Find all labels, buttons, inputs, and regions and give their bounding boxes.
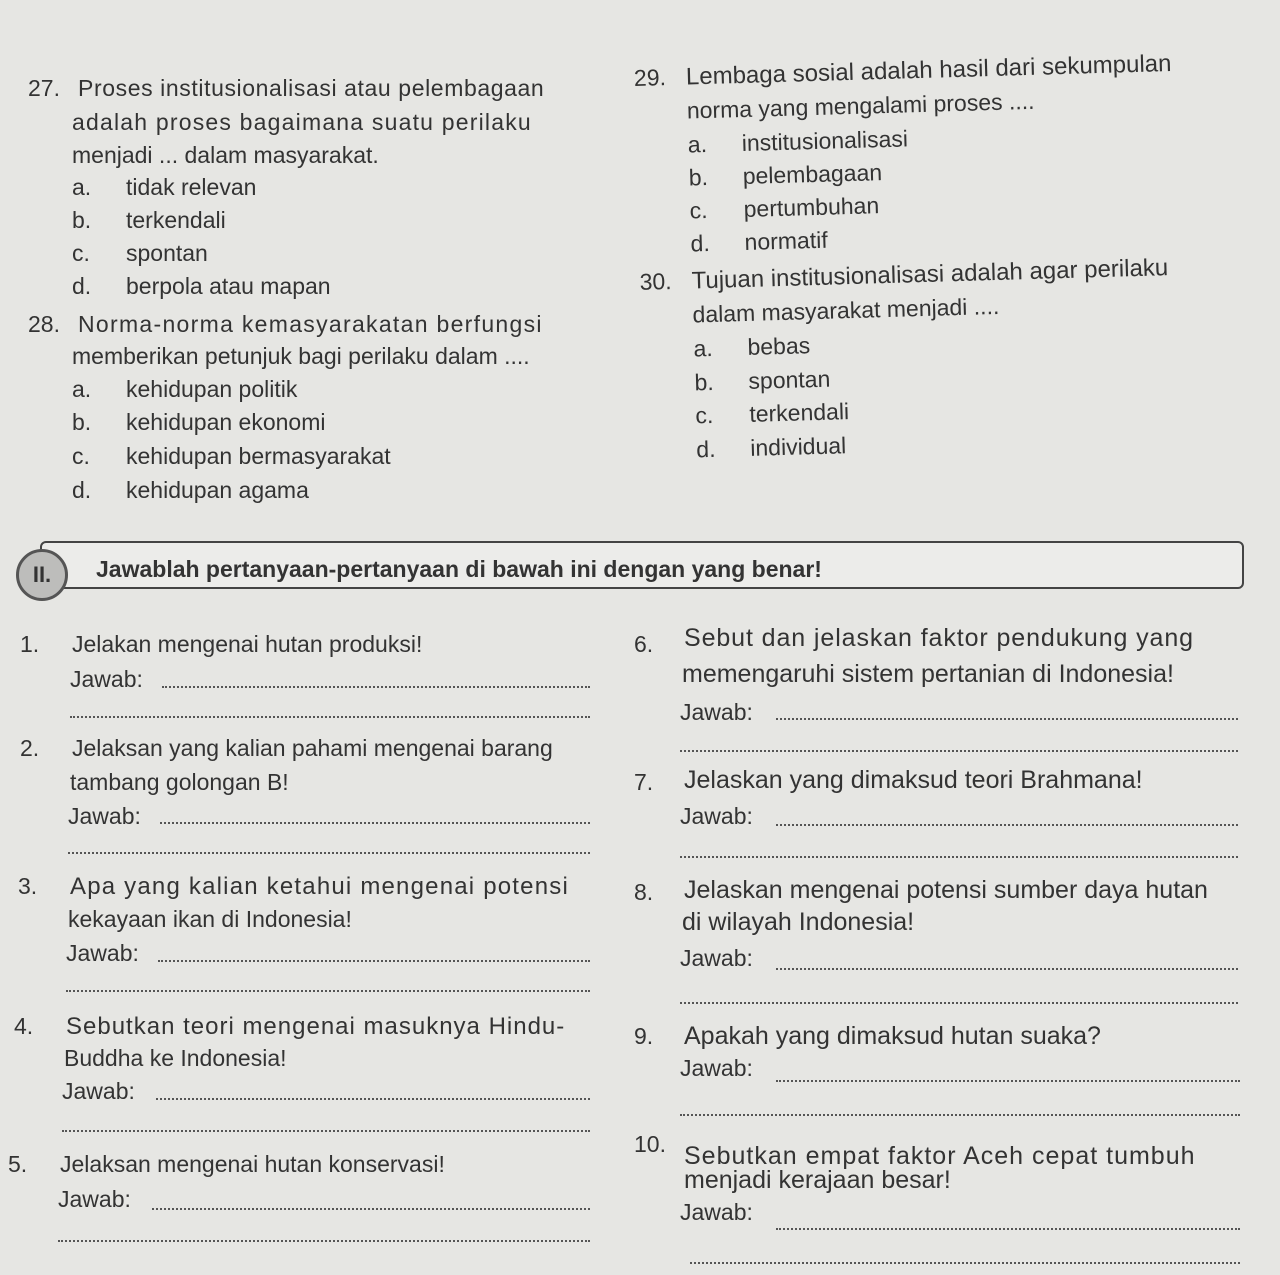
- question-27-option-b: b. terkendali: [72, 207, 226, 233]
- essay-7-answer-line[interactable]: [776, 824, 1238, 826]
- essay-10-line-1: Sebutkan empat faktor Aceh cepat tumbuh: [684, 1142, 1196, 1170]
- question-30-number: 30.: [639, 268, 672, 295]
- question-28-line-1: Norma-norma kemasyarakatan berfungsi: [78, 311, 543, 337]
- essay-8-number: 8.: [634, 879, 654, 905]
- essay-4-answer-line[interactable]: [156, 1098, 590, 1100]
- section-title: Jawablah pertanyaan-pertanyaan di bawah ini dengan yang benar!: [96, 556, 822, 582]
- question-29-line-2: norma yang mengalami proses ....: [686, 87, 1035, 124]
- question-27-option-c: c. spontan: [72, 240, 208, 266]
- essay-8-line-1: Jelaskan mengenai potensi sumber daya hutan: [684, 876, 1208, 904]
- essay-7-answer-line[interactable]: [680, 856, 1238, 858]
- essay-3-answer-line[interactable]: [158, 960, 590, 962]
- essay-8-answer-line[interactable]: [776, 968, 1238, 970]
- essay-1-number: 1.: [20, 631, 40, 657]
- essay-2-number: 2.: [20, 735, 40, 761]
- essay-9-answer-line[interactable]: [680, 1114, 1240, 1116]
- essay-3-line-1: Apa yang kalian ketahui mengenai potensi: [70, 873, 569, 900]
- essay-4-answer-line[interactable]: [62, 1130, 590, 1132]
- question-27-line-2: adalah proses bagaimana suatu perilaku: [72, 109, 532, 135]
- question-29-line-1: Lembaga sosial adalah hasil dari sekumpulan: [685, 49, 1172, 91]
- essay-6-line-2: memengaruhi sistem pertanian di Indonesia!: [682, 660, 1174, 688]
- question-27-line-1: Proses institusionalisasi atau pelembagaan: [78, 75, 545, 101]
- essay-5-answer-line[interactable]: [152, 1208, 590, 1210]
- question-30-option-c: c. terkendali: [695, 398, 850, 429]
- essay-5-answer-label: Jawab:: [58, 1186, 131, 1212]
- essay-5-line-1: Jelaksan mengenai hutan konservasi!: [60, 1151, 445, 1177]
- essay-1-answer-line[interactable]: [70, 716, 590, 718]
- essay-9-line-1: Apakah yang dimaksud hutan suaka?: [684, 1022, 1101, 1050]
- essay-3-answer-line[interactable]: [66, 990, 590, 992]
- section-number-badge: II.: [16, 549, 68, 601]
- essay-3-number: 3.: [18, 873, 38, 899]
- essay-7-line-1: Jelaskan yang dimaksud teori Brahmana!: [684, 766, 1143, 794]
- essay-8-answer-label: Jawab:: [680, 945, 753, 971]
- question-29-option-c: c. pertumbuhan: [689, 192, 880, 224]
- essay-9-answer-label: Jawab:: [680, 1055, 753, 1081]
- question-29-number: 29.: [633, 64, 667, 91]
- question-28-number: 28.: [28, 311, 60, 337]
- question-30-option-d: d. individual: [695, 432, 847, 463]
- essay-6-answer-line[interactable]: [776, 718, 1238, 720]
- essay-9-answer-line[interactable]: [776, 1080, 1240, 1082]
- essay-10-answer-line[interactable]: [776, 1228, 1240, 1230]
- essay-1-line-1: Jelakan mengenai hutan produksi!: [72, 631, 423, 657]
- essay-7-answer-label: Jawab:: [680, 803, 753, 829]
- essay-8-answer-line[interactable]: [680, 1002, 1238, 1004]
- essay-2-line-2: tambang golongan B!: [70, 769, 289, 795]
- essay-3-answer-label: Jawab:: [66, 940, 139, 966]
- question-28-option-b: b. kehidupan ekonomi: [72, 409, 326, 435]
- question-28-option-a: a. kehidupan politik: [72, 376, 298, 402]
- essay-5-answer-line[interactable]: [58, 1240, 590, 1242]
- essay-4-number: 4.: [14, 1013, 34, 1039]
- essay-10-line-2: menjadi kerajaan besar!: [684, 1166, 951, 1194]
- essay-1-answer-line[interactable]: [162, 686, 590, 688]
- question-27-line-3: menjadi ... dalam masyarakat.: [72, 142, 379, 168]
- essay-4-line-1: Sebutkan teori mengenai masuknya Hindu-: [66, 1013, 566, 1040]
- essay-4-line-2: Buddha ke Indonesia!: [64, 1045, 287, 1071]
- question-27-number: 27.: [28, 75, 60, 101]
- question-30-line-1: Tujuan institusionalisasi adalah agar perilaku: [691, 254, 1169, 295]
- question-28-line-2: memberikan petunjuk bagi perilaku dalam ....: [72, 343, 530, 369]
- essay-6-answer-line[interactable]: [680, 750, 1238, 752]
- essay-7-number: 7.: [634, 769, 654, 795]
- question-29-option-b: b. pelembagaan: [688, 159, 883, 191]
- question-28-option-c: c. kehidupan bermasyarakat: [72, 443, 391, 469]
- essay-1-answer-label: Jawab:: [70, 666, 143, 692]
- essay-10-number: 10.: [634, 1131, 666, 1157]
- essay-2-answer-line[interactable]: [160, 822, 590, 824]
- essay-2-answer-label: Jawab:: [68, 803, 141, 829]
- question-30-option-b: b. spontan: [694, 365, 831, 396]
- essay-6-number: 6.: [634, 631, 654, 657]
- essay-9-number: 9.: [634, 1023, 654, 1049]
- essay-3-line-2: kekayaan ikan di Indonesia!: [68, 906, 352, 932]
- essay-2-answer-line[interactable]: [68, 852, 590, 854]
- essay-2-line-1: Jelaksan yang kalian pahami mengenai barang: [72, 735, 553, 761]
- question-27-option-d: d. berpola atau mapan: [72, 273, 331, 299]
- essay-6-line-1: Sebut dan jelaskan faktor pendukung yang: [684, 624, 1194, 652]
- question-29-option-a: a. institusionalisasi: [687, 125, 909, 158]
- essay-4-answer-label: Jawab:: [62, 1078, 135, 1104]
- essay-10-answer-line[interactable]: [690, 1262, 1240, 1264]
- essay-6-answer-label: Jawab:: [680, 699, 753, 725]
- question-30-option-a: a. bebas: [693, 332, 811, 362]
- essay-5-number: 5.: [8, 1151, 28, 1177]
- question-27-option-a: a. tidak relevan: [72, 174, 257, 200]
- essay-8-line-2: di wilayah Indonesia!: [682, 908, 915, 936]
- question-29-option-d: d. normatif: [690, 226, 828, 257]
- question-28-option-d: d. kehidupan agama: [72, 477, 309, 503]
- question-30-line-2: dalam masyarakat menjadi ....: [692, 292, 1000, 328]
- essay-10-answer-label: Jawab:: [680, 1199, 753, 1225]
